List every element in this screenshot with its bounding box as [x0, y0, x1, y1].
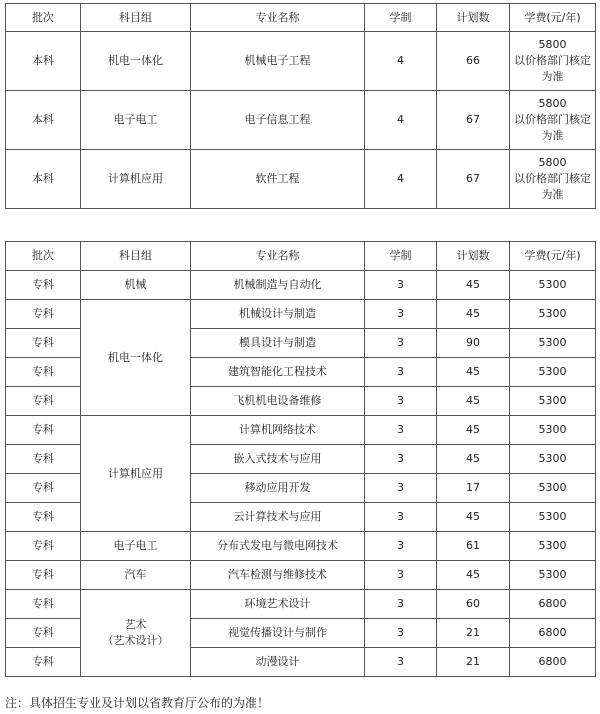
- plan-cell: 90: [437, 329, 510, 358]
- group-cell: [81, 590, 191, 677]
- years-cell: 4: [365, 32, 437, 91]
- years-cell: 3: [365, 648, 437, 677]
- fee-cell: 6800: [510, 648, 596, 677]
- table-row: [6, 590, 596, 619]
- table-row: [6, 561, 596, 590]
- group-cell: 计算机应用: [81, 416, 191, 532]
- fee-cell: [510, 91, 596, 150]
- table-row: [6, 300, 596, 329]
- batch-cell: 专科: [6, 619, 81, 648]
- fee-cell: 6800: [510, 619, 596, 648]
- plan-cell: 45: [437, 300, 510, 329]
- table-header-row: [6, 4, 596, 32]
- years-cell: 3: [365, 271, 437, 300]
- batch-cell: 专科: [6, 503, 81, 532]
- fee-note-line1: 以价格部门核定: [514, 54, 591, 67]
- plan-cell: 45: [437, 445, 510, 474]
- plan-cell: 60: [437, 590, 510, 619]
- fee-cell: 5300: [510, 532, 596, 561]
- years-cell: 3: [365, 503, 437, 532]
- header-fee: 学费(元/年): [510, 4, 596, 32]
- plan-cell: 61: [437, 532, 510, 561]
- group-cell: 汽车: [81, 561, 191, 590]
- group-subname: （艺术设计）: [102, 634, 169, 647]
- major-cell: 软件工程: [191, 150, 365, 209]
- plan-cell: 45: [437, 416, 510, 445]
- plan-cell: 67: [437, 150, 510, 209]
- batch-cell: 专科: [6, 561, 81, 590]
- major-cell: 机械电子工程: [191, 32, 365, 91]
- header-years: 学制: [365, 242, 437, 271]
- fee-cell: 5300: [510, 358, 596, 387]
- fee-cell: 5300: [510, 387, 596, 416]
- table-header-row: [6, 242, 596, 271]
- table-row: [6, 532, 596, 561]
- undergraduate-table: [5, 3, 596, 209]
- batch-cell: 专科: [6, 532, 81, 561]
- batch-cell: 本科: [6, 91, 81, 150]
- header-fee: 学费(元/年): [510, 242, 596, 271]
- batch-cell: 专科: [6, 445, 81, 474]
- batch-cell: 专科: [6, 648, 81, 677]
- years-cell: 3: [365, 619, 437, 648]
- fee-note-line2: 为准: [541, 129, 564, 142]
- group-cell: 机械: [81, 271, 191, 300]
- fee-note-line2: 为准: [541, 188, 564, 201]
- fee-cell: 5300: [510, 329, 596, 358]
- years-cell: 3: [365, 358, 437, 387]
- batch-cell: 专科: [6, 300, 81, 329]
- fee-amount: 5800: [538, 97, 567, 110]
- fee-note-line2: 为准: [541, 70, 564, 83]
- fee-cell: 5300: [510, 416, 596, 445]
- header-major: 专业名称: [191, 242, 365, 271]
- plan-cell: 21: [437, 619, 510, 648]
- group-cell: 电子电工: [81, 532, 191, 561]
- fee-amount: 5800: [538, 38, 567, 51]
- plan-cell: 17: [437, 474, 510, 503]
- plan-cell: 66: [437, 32, 510, 91]
- major-cell: 环境艺术设计: [191, 590, 365, 619]
- years-cell: 3: [365, 590, 437, 619]
- fee-cell: 5300: [510, 300, 596, 329]
- group-name: 艺术: [124, 618, 147, 631]
- years-cell: 4: [365, 150, 437, 209]
- plan-cell: 67: [437, 91, 510, 150]
- years-cell: 3: [365, 329, 437, 358]
- batch-cell: 专科: [6, 416, 81, 445]
- fee-cell: 5300: [510, 271, 596, 300]
- plan-cell: 45: [437, 503, 510, 532]
- fee-cell: [510, 150, 596, 209]
- plan-cell: 45: [437, 387, 510, 416]
- header-group: 科目组: [81, 4, 191, 32]
- group-cell: 机电一体化: [81, 32, 191, 91]
- batch-cell: 专科: [6, 387, 81, 416]
- vocational-table: [5, 241, 596, 677]
- major-cell: 模具设计与制造: [191, 329, 365, 358]
- batch-cell: 专科: [6, 271, 81, 300]
- plan-cell: 21: [437, 648, 510, 677]
- major-cell: 汽车检测与维修技术: [191, 561, 365, 590]
- years-cell: 3: [365, 387, 437, 416]
- table-row: [6, 32, 596, 91]
- fee-cell: 5300: [510, 503, 596, 532]
- major-cell: 移动应用开发: [191, 474, 365, 503]
- group-cell: 机电一体化: [81, 300, 191, 416]
- header-plan: 计划数: [437, 242, 510, 271]
- group-cell: 电子电工: [81, 91, 191, 150]
- batch-cell: 本科: [6, 32, 81, 91]
- major-cell: 机械制造与自动化: [191, 271, 365, 300]
- batch-cell: 专科: [6, 590, 81, 619]
- major-cell: 建筑智能化工程技术: [191, 358, 365, 387]
- group-cell: 计算机应用: [81, 150, 191, 209]
- fee-cell: [510, 32, 596, 91]
- header-batch: 批次: [6, 242, 81, 271]
- footnote: 注：具体招生专业及计划以省教育厅公布的为准！: [5, 696, 270, 710]
- header-batch: 批次: [6, 4, 81, 32]
- major-cell: 嵌入式技术与应用: [191, 445, 365, 474]
- fee-cell: 5300: [510, 474, 596, 503]
- fee-note-line1: 以价格部门核定: [514, 113, 591, 126]
- fee-cell: 5300: [510, 445, 596, 474]
- header-group: 科目组: [81, 242, 191, 271]
- header-major: 专业名称: [191, 4, 365, 32]
- major-cell: 飞机机电设备维修: [191, 387, 365, 416]
- years-cell: 3: [365, 445, 437, 474]
- table-row: [6, 271, 596, 300]
- fee-amount: 5800: [538, 156, 567, 169]
- major-cell: 机械设计与制造: [191, 300, 365, 329]
- batch-cell: 本科: [6, 150, 81, 209]
- fee-cell: 6800: [510, 590, 596, 619]
- major-cell: 动漫设计: [191, 648, 365, 677]
- years-cell: 3: [365, 532, 437, 561]
- batch-cell: 专科: [6, 358, 81, 387]
- major-cell: 计算机网络技术: [191, 416, 365, 445]
- years-cell: 3: [365, 300, 437, 329]
- plan-cell: 45: [437, 271, 510, 300]
- major-cell: 云计算技术与应用: [191, 503, 365, 532]
- table-row: [6, 91, 596, 150]
- table-row: [6, 416, 596, 445]
- batch-cell: 专科: [6, 474, 81, 503]
- years-cell: 4: [365, 91, 437, 150]
- major-cell: 视觉传播设计与制作: [191, 619, 365, 648]
- years-cell: 3: [365, 474, 437, 503]
- years-cell: 3: [365, 561, 437, 590]
- table-row: [6, 150, 596, 209]
- major-cell: 电子信息工程: [191, 91, 365, 150]
- header-years: 学制: [365, 4, 437, 32]
- plan-cell: 45: [437, 561, 510, 590]
- fee-note-line1: 以价格部门核定: [514, 172, 591, 185]
- years-cell: 3: [365, 416, 437, 445]
- batch-cell: 专科: [6, 329, 81, 358]
- plan-cell: 45: [437, 358, 510, 387]
- header-plan: 计划数: [437, 4, 510, 32]
- major-cell: 分布式发电与微电网技术: [191, 532, 365, 561]
- fee-cell: 5300: [510, 561, 596, 590]
